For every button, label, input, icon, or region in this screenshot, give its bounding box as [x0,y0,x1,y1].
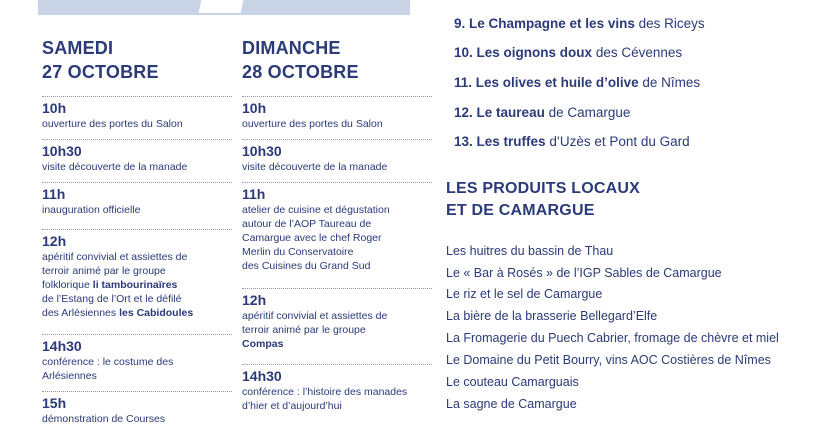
local-product-item: Le couteau Camarguais [446,375,579,389]
sat-event-1100 [42,182,232,217]
sun-event-1430 [242,364,432,413]
group-name: Compas [242,338,284,350]
event-desc: apéritif convivial et assiettes de [242,310,388,322]
event-desc: inauguration officielle [42,204,141,216]
event-time: 12h [42,233,67,249]
event-time: 11h [242,186,266,202]
event-desc: démonstration de Courses [42,413,166,425]
event-desc: ouverture des portes du Salon [242,118,383,130]
sun-event-1100 [242,182,432,273]
event-time: 15h [42,395,67,411]
event-time: 12h [242,292,267,308]
item-name: Le Champagne et les vins [469,16,635,31]
product-numbered-item [454,44,682,62]
local-product-item: La Fromagerie du Puech Cabrier, fromage de chèvre et miel [446,331,779,345]
item-name: Les olives et huile d’olive [475,75,639,90]
event-desc: Arlésiennes [42,370,97,382]
event-time: 10h [242,100,267,116]
heading-line: LES PRODUITS LOCAUX [446,180,641,197]
item-origin: des Riceys [634,16,705,31]
event-desc [242,337,432,351]
product-numbered-item [454,74,700,92]
item-number: 12. [454,105,473,120]
sunday-heading [242,36,359,84]
product-numbered-item [454,133,690,151]
event-desc-text: des Arlésiennes [42,307,120,319]
local-product-item: La bière de la brasserie Bellegard’Elfe [446,309,658,323]
local-product-item: Le Domaine du Petit Bourry, vins AOC Costières de Nîmes [446,353,771,367]
product-numbered-item [454,104,630,122]
event-desc: des Cuisines du Grand Sud [242,260,371,272]
event-desc: autour de l’AOP Taureau de [242,218,372,230]
event-desc: Camargue avec le chef Roger [242,232,382,244]
event-time: 11h [42,186,66,202]
product-numbered-item [454,15,705,33]
event-desc: conférence : le costume des [42,356,174,368]
event-desc: terroir animé par le groupe [42,265,166,277]
event-time: 14h30 [242,368,282,384]
event-desc: terroir animé par le groupe [242,324,366,336]
sat-event-1200 [42,229,232,320]
local-product-item: Le « Bar à Rosés » de l’IGP Sables de Camargue [446,266,722,280]
sat-event-1000 [42,96,232,131]
event-time: 14h30 [42,338,82,354]
sat-event-1500 [42,391,232,426]
item-name: Les truffes [476,134,546,149]
event-time: 10h30 [42,143,82,159]
sat-event-1430 [42,334,232,383]
event-desc: visite découverte de la manade [242,161,388,173]
item-number: 11. [454,75,473,90]
item-origin: de Camargue [544,105,631,120]
event-desc: Merlin du Conservatoire [242,246,354,258]
event-desc: conférence : l’histoire des manades [242,386,408,398]
event-desc: apéritif convivial et assiettes de [42,251,188,263]
event-desc [42,306,232,320]
sun-event-1000 [242,96,432,131]
item-name: Les oignons doux [476,45,593,60]
banner-decoration [199,0,244,13]
sunday-date: 28 OCTOBRE [242,62,359,82]
item-origin: de Nîmes [638,75,701,90]
saturday-date: 27 OCTOBRE [42,62,159,82]
item-origin: d’Uzès et Pont du Gard [545,134,690,149]
band-name: li tambourinaïres [92,279,178,291]
item-name: Le taureau [476,105,545,120]
item-number: 9. [454,16,466,31]
item-number: 10. [454,45,473,60]
event-desc: atelier de cuisine et dégustation [242,204,390,216]
item-number: 13. [454,134,473,149]
event-desc [42,278,232,292]
sun-event-1200 [242,288,432,351]
event-time: 10h30 [242,143,282,159]
local-product-item: La sagne de Camargue [446,397,577,411]
saturday-day: SAMEDI [42,38,114,58]
local-product-item: Le riz et le sel de Camargue [446,287,603,301]
sunday-day: DIMANCHE [242,38,341,58]
local-product-item: Les huitres du bassin de Thau [446,244,614,258]
item-origin: des Cévennes [592,45,683,60]
group-name: les Cabidoules [119,307,194,319]
event-time: 10h [42,100,67,116]
heading-line: ET DE CAMARGUE [446,202,595,219]
event-desc-text: folklorique [42,279,93,291]
sat-event-1030 [42,139,232,174]
event-desc: de l’Estang de l’Ort et le défilé [42,293,182,305]
event-desc: ouverture des portes du Salon [42,118,183,130]
event-desc: d’hier et d’aujourd’hui [242,400,342,412]
local-products-heading [446,178,640,222]
sun-event-1030 [242,139,432,174]
saturday-heading [42,36,159,84]
event-desc: visite découverte de la manade [42,161,188,173]
